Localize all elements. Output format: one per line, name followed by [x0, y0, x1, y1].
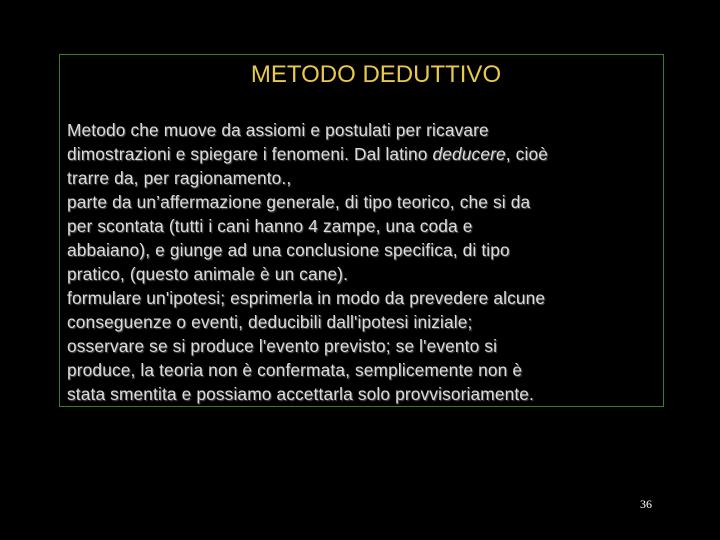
text-line: trarre da, per ragionamento., [67, 168, 292, 188]
slide-title: METODO DEDUTTIVO [250, 61, 502, 88]
text-line: abbaiano), e giunge ad una conclusione specifica, di tipo [67, 240, 510, 260]
text-line: stata smentita e possiamo accettarla solo provvisoriamente. [67, 384, 535, 404]
page-number: 36 [640, 497, 652, 511]
text-line: osservare se si produce l'evento previsto; se l'evento si [67, 336, 498, 356]
text-line: parte da un’affermazione generale, di tipo teorico, che si da [67, 192, 531, 212]
text-line: per scontata (tutti i cani hanno 4 zampe, una coda e [67, 216, 473, 236]
text-line: Metodo che muove da assiomi e postulati per ricavare [67, 120, 489, 140]
latin-term: deducere [432, 144, 506, 164]
text-line: produce, la teoria non è confermata, semplicemente non è [67, 360, 523, 380]
text-line: conseguenze o eventi, deducibili dall'ipotesi iniziale; [67, 312, 473, 332]
body-paragraph [67, 118, 663, 406]
text-line: dimostrazioni e spiegare i fenomeni. Dal latino deducere, cioè [67, 144, 548, 164]
text-line: formulare un'ipotesi; esprimerla in modo da prevedere alcune [67, 288, 546, 308]
text-line: pratico, (questo animale è un cane). [67, 264, 349, 284]
